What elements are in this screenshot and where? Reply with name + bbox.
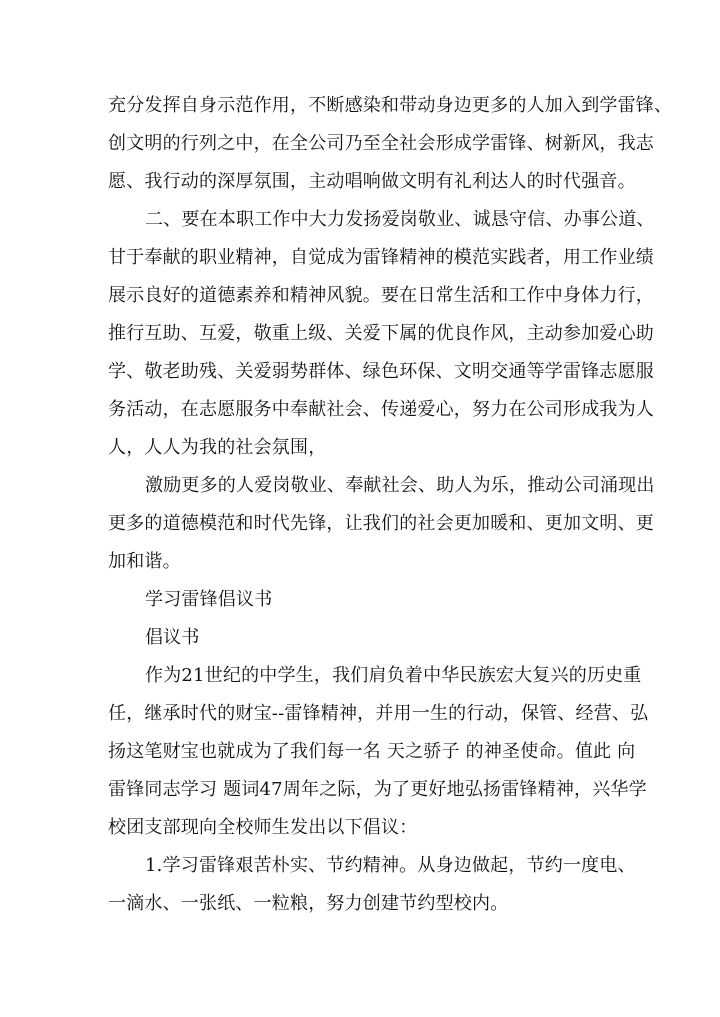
text-line: 加和谐。 [108, 551, 181, 572]
text-line: 任，继承时代的财宝--雷锋精神，并用一生的行动，保管、经营、弘 [108, 703, 649, 724]
text-line: 作为21世纪的中学生，我们肩负着中华民族宏大复兴的历史重 [145, 665, 642, 686]
text-line: 雷锋同志学习 题词47周年之际，为了更好地弘扬雷锋精神，兴华学 [108, 779, 647, 800]
text-line: 展示良好的道德素养和精神风貌。要在日常生活和工作中身体力行， [108, 285, 654, 306]
text-line: 学、敬老助残、关爱弱势群体、绿色环保、文明交通等学雷锋志愿服 [108, 361, 654, 382]
section-title: 学习雷锋倡议书 [145, 589, 273, 610]
text-line: 推行互助、互爱，敬重上级、关爱下属的优良作风，主动参加爱心助 [108, 323, 654, 344]
text-line: 校团支部现向全校师生发出以下倡议： [108, 817, 418, 838]
text-line: 充分发挥自身示范作用，不断感染和带动身边更多的人加入到学雷锋、 [108, 95, 673, 116]
text-line: 1.学习雷锋艰苦朴实、节约精神。从身边做起，节约一度电、 [145, 855, 636, 876]
text-line: 人，人人为我的社会氛围， [108, 437, 327, 458]
text-line: 务活动，在志愿服务中奉献社会、传递爱心，努力在公司形成我为人 [108, 399, 654, 420]
section-subtitle: 倡议书 [145, 627, 200, 648]
text-line: 创文明的行列之中，在全公司乃至全社会形成学雷锋、树新风，我志 [108, 133, 654, 154]
text-line: 二、要在本职工作中大力发扬爱岗敬业、诚恳守信、办事公道、 [145, 209, 655, 230]
text-line: 愿、我行动的深厚氛围，主动唱响做文明有礼利达人的时代强音。 [108, 171, 636, 192]
text-line: 更多的道德模范和时代先锋，让我们的社会更加暖和、更加文明、更 [108, 513, 654, 534]
text-line: 激励更多的人爱岗敬业、奉献社会、助人为乐，推动公司涌现出 [145, 475, 655, 496]
text-line: 扬这笔财宝也就成为了我们每一名 天之骄子 的神圣使命。值此 向 [108, 741, 636, 762]
text-line: 一滴水、一张纸、一粒粮，努力创建节约型校内。 [108, 893, 509, 914]
text-line: 甘于奉献的职业精神，自觉成为雷锋精神的模范实践者，用工作业绩 [108, 247, 654, 268]
